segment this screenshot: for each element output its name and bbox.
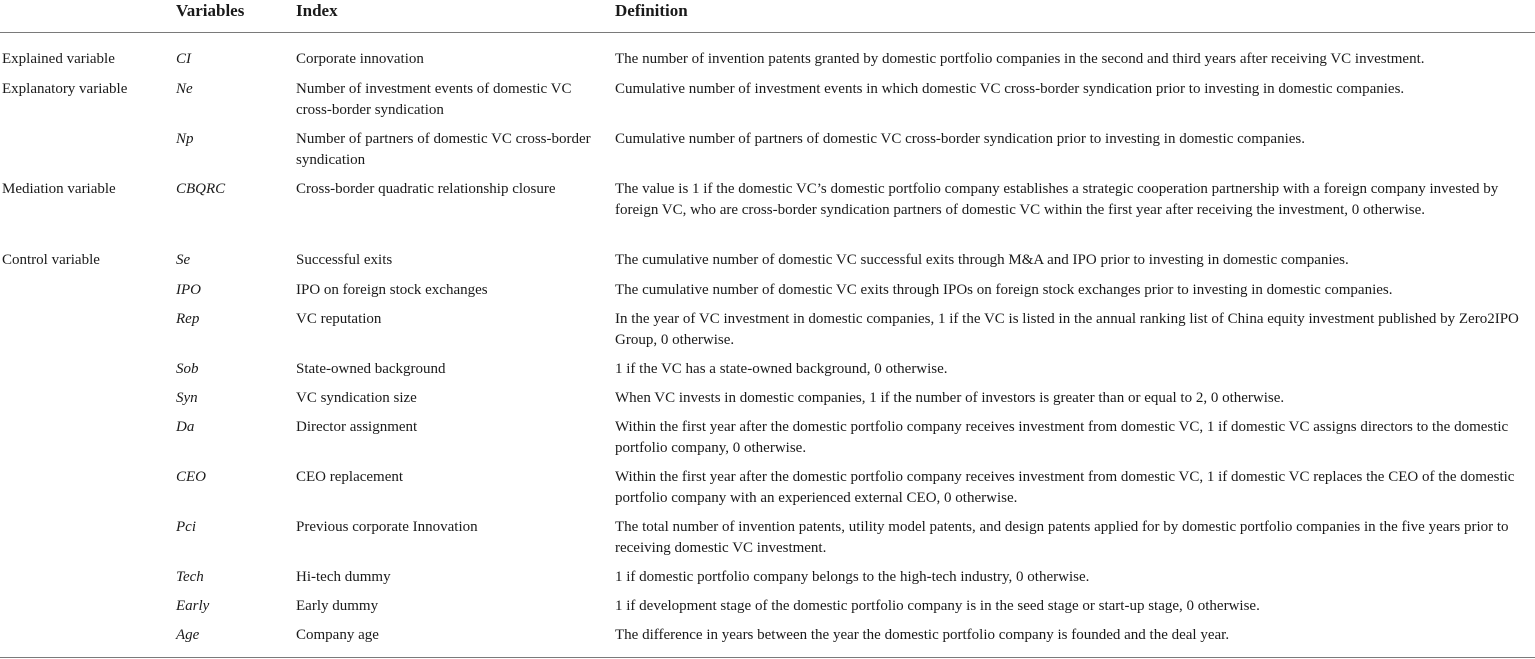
definition-cell: 1 if development stage of the domestic portfolio company is in the seed stage or start-up stage, 0 otherwise. — [615, 597, 1260, 614]
symbol-cell: Early — [176, 597, 210, 614]
table-bottom-rule — [0, 657, 1535, 658]
table-row — [0, 309, 1535, 359]
symbol-cell: Tech — [176, 568, 204, 585]
symbol-cell: Ne — [176, 80, 193, 97]
category-cell: Mediation variable — [2, 180, 116, 197]
category-cell — [0, 359, 174, 388]
symbol-cell: IPO — [176, 281, 201, 298]
table-row — [0, 33, 1535, 79]
table-row — [0, 179, 1535, 250]
symbol-cell: Syn — [176, 389, 198, 406]
index-cell: Successful exits — [296, 251, 393, 268]
category-cell — [0, 467, 174, 517]
definition-cell: 1 if domestic portfolio company belongs to the high-tech industry, 0 otherwise. — [615, 568, 1090, 585]
table-row — [0, 467, 1535, 517]
symbol-cell: CI — [176, 51, 191, 67]
index-cell: Number of partners of domestic VC cross-border syndication — [296, 130, 591, 168]
definition-cell: The value is 1 if the domestic VC’s domestic portfolio company establishes a strategic cooperation partnership with a foreign company invested by foreign VC, who are cross-border syndication partners of domestic VC within the first year after receiving the investment, 0 otherwise. — [615, 180, 1499, 218]
table-row — [0, 129, 1535, 179]
category-cell — [0, 280, 174, 309]
index-cell: Corporate innovation — [296, 51, 424, 67]
index-cell: State-owned background — [296, 360, 446, 377]
index-cell: Early dummy — [296, 597, 379, 614]
symbol-cell: Sob — [176, 360, 199, 377]
symbol-cell: CBQRC — [176, 180, 226, 197]
table-row — [0, 517, 1535, 567]
symbol-cell: CEO — [176, 468, 206, 485]
index-cell: Company age — [296, 626, 379, 643]
header-category — [0, 0, 174, 33]
table-row — [0, 280, 1535, 309]
category-cell: Explanatory variable — [2, 80, 128, 97]
definition-cell: The number of invention patents granted by domestic portfolio companies in the second and third years after receiving VC investment. — [615, 51, 1425, 67]
table-row — [0, 250, 1535, 280]
definition-cell: When VC invests in domestic companies, 1 if the number of investors is greater than or equal to 2, 0 otherwise. — [615, 389, 1285, 406]
category-cell — [0, 417, 174, 467]
definition-cell: The cumulative number of domestic VC exits through IPOs on foreign stock exchanges prior to investing in domestic companies. — [615, 281, 1393, 298]
category-cell: Control variable — [2, 251, 100, 268]
table-row — [0, 567, 1535, 596]
definition-cell: Within the first year after the domestic portfolio company receives investment from domestic VC, 1 if domestic VC assigns directors to the domestic portfolio company, 0 otherwise. — [615, 418, 1509, 456]
definition-cell: Within the first year after the domestic portfolio company receives investment from domestic VC, 1 if domestic VC replaces the CEO of the domestic portfolio company with an experienced external CEO, 0 otherwise. — [615, 468, 1515, 506]
symbol-cell: Rep — [176, 310, 200, 327]
category-cell — [0, 388, 174, 417]
category-cell — [0, 309, 174, 359]
index-cell: Cross-border quadratic relationship closure — [296, 180, 556, 197]
definition-cell: The difference in years between the year the domestic portfolio company is founded and the deal year. — [615, 626, 1230, 643]
table-row — [0, 625, 1535, 654]
symbol-cell: Se — [176, 251, 191, 268]
table-row — [0, 359, 1535, 388]
category-cell — [0, 567, 174, 596]
symbol-cell: Age — [176, 626, 200, 643]
definition-cell: The total number of invention patents, utility model patents, and design patents applied for by domestic portfolio companies in the five years prior to receiving domestic VC investment. — [615, 518, 1509, 556]
index-cell: Director assignment — [296, 418, 418, 435]
category-cell — [0, 129, 174, 179]
category-cell: Explained variable — [2, 51, 115, 67]
index-cell: IPO on foreign stock exchanges — [296, 281, 488, 298]
category-cell — [0, 596, 174, 625]
index-cell: VC syndication size — [296, 389, 417, 406]
header-definition: Definition — [613, 0, 1535, 33]
index-cell: VC reputation — [296, 310, 382, 327]
symbol-cell: Da — [176, 418, 195, 435]
table-row — [0, 388, 1535, 417]
table-row — [0, 79, 1535, 129]
header-index: Index — [294, 0, 613, 33]
definition-cell: In the year of VC investment in domestic companies, 1 if the VC is listed in the annual ranking list of China equity investment published by Zero2IPO Group, 0 otherwise. — [615, 310, 1519, 348]
table-row — [0, 596, 1535, 625]
definition-cell: The cumulative number of domestic VC successful exits through M&A and IPO prior to investing in domestic companies. — [615, 251, 1349, 268]
category-cell — [0, 625, 174, 654]
table-header-row — [0, 0, 1535, 33]
index-cell: Hi-tech dummy — [296, 568, 391, 585]
table-row — [0, 417, 1535, 467]
symbol-cell: Pci — [176, 518, 196, 535]
category-cell — [0, 517, 174, 567]
symbol-cell: Np — [176, 130, 194, 147]
definition-cell: Cumulative number of partners of domestic VC cross-border syndication prior to investing in domestic companies. — [615, 130, 1305, 147]
index-cell: CEO replacement — [296, 468, 404, 485]
index-cell: Number of investment events of domestic VC cross-border syndication — [296, 80, 572, 118]
index-cell: Previous corporate Innovation — [296, 518, 478, 535]
definition-cell: 1 if the VC has a state-owned background, 0 otherwise. — [615, 360, 948, 377]
header-variables: Variables — [174, 0, 294, 33]
definition-cell: Cumulative number of investment events in which domestic VC cross-border syndication prior to investing in domestic companies. — [615, 80, 1405, 97]
